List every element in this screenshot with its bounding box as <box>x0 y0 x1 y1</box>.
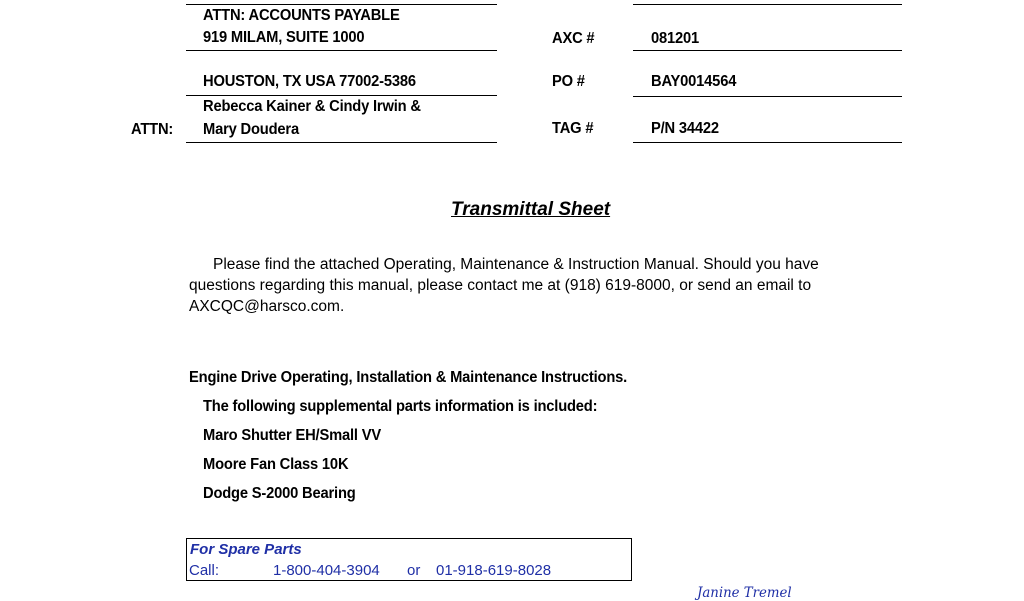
address-rule-3 <box>186 95 497 96</box>
address-rule-2 <box>186 50 497 51</box>
refs-top-rule <box>633 4 902 5</box>
list-item: Dodge S-2000 Bearing <box>203 485 356 502</box>
instructions-heading: Engine Drive Operating, Installation & Maintenance Instructions. <box>189 369 628 386</box>
axc-rule <box>633 50 902 51</box>
spare-parts-heading: For Spare Parts <box>190 541 302 558</box>
po-rule <box>633 96 902 97</box>
spare-parts-call-label: Call: <box>189 562 220 579</box>
axc-label: AXC # <box>552 30 595 47</box>
signature: Janine Tremel <box>697 585 792 601</box>
tag-rule <box>633 142 902 143</box>
po-value: BAY0014564 <box>651 73 737 90</box>
instructions-subheading: The following supplemental parts information is included: <box>203 398 598 415</box>
tag-label: TAG # <box>552 120 594 137</box>
spare-parts-or: or <box>407 562 421 579</box>
attn-line-2: Mary Doudera <box>203 121 299 138</box>
address-line-3: HOUSTON, TX USA 77002-5386 <box>203 73 416 90</box>
list-item: Moore Fan Class 10K <box>203 456 349 473</box>
intro-line-3: AXCQC@harsco.com. <box>189 298 345 315</box>
intro-line-1: Please find the attached Operating, Maintenance & Instruction Manual. Should you have <box>213 256 819 273</box>
address-line-2: 919 MILAM, SUITE 1000 <box>203 29 365 46</box>
attn-label: ATTN: <box>131 121 174 138</box>
address-top-rule <box>186 4 497 5</box>
list-item: Maro Shutter EH/Small VV <box>203 427 381 444</box>
page-title: Transmittal Sheet <box>451 199 611 220</box>
intro-line-2: questions regarding this manual, please contact me at (918) 619-8000, or send an email to <box>189 277 812 294</box>
address-line-1: ATTN: ACCOUNTS PAYABLE <box>203 7 400 24</box>
axc-value: 081201 <box>651 30 700 47</box>
tag-value: P/N 34422 <box>651 120 719 137</box>
attn-line-1: Rebecca Kainer & Cindy Irwin & <box>203 98 421 115</box>
po-label: PO # <box>552 73 585 90</box>
attn-rule <box>186 142 497 143</box>
spare-parts-phone-2: 01-918-619-8028 <box>436 562 552 579</box>
spare-parts-phone-1: 1-800-404-3904 <box>273 562 380 579</box>
